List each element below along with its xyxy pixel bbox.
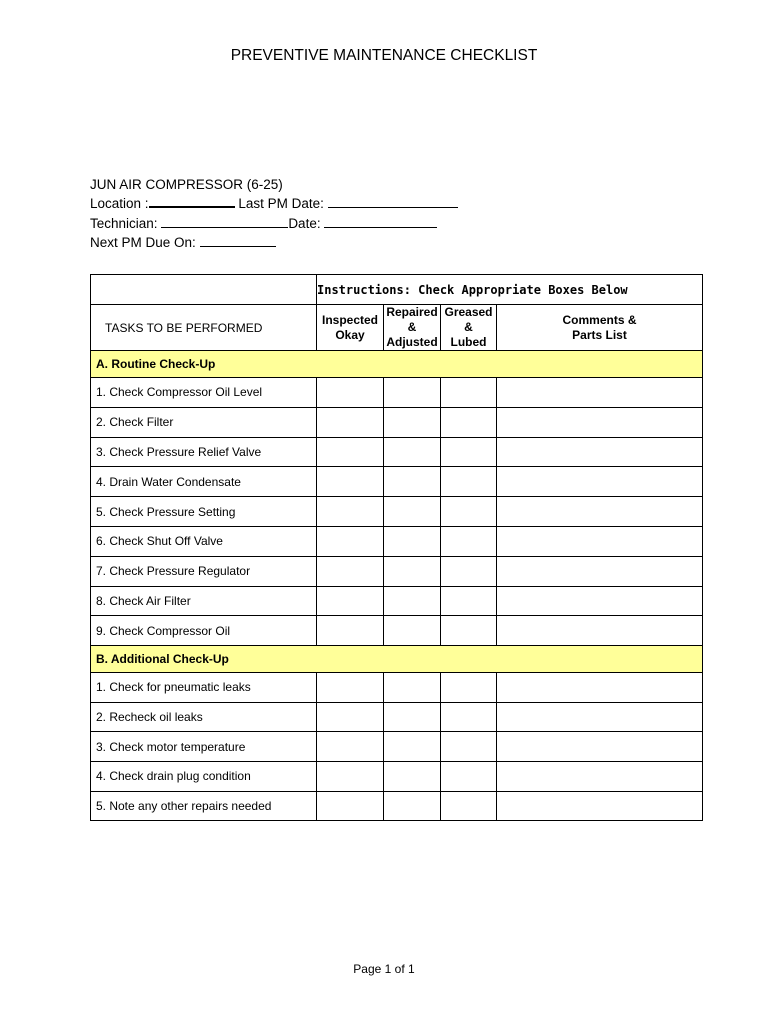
tasks-header: TASKS TO BE PERFORMED [91,305,317,351]
greased-checkbox[interactable] [441,616,497,646]
inspected-checkbox[interactable] [317,437,384,467]
task-label: 5. Check Pressure Setting [91,497,317,527]
repaired-checkbox[interactable] [384,497,441,527]
next-pm-blank[interactable] [200,234,276,247]
task-label: 4. Check drain plug condition [91,761,317,791]
instructions-cell: Instructions: Check Appropriate Boxes Below [317,275,703,305]
repaired-checkbox[interactable] [384,467,441,497]
comments-cell[interactable] [497,586,703,616]
technician-line [90,214,458,233]
table-row [91,616,703,646]
table-row [91,673,703,703]
location-blank[interactable] [149,194,235,208]
greased-lubed-header: Greased & Lubed [441,305,497,351]
repaired-checkbox[interactable] [384,556,441,586]
table-row [91,526,703,556]
next-pm-line [90,233,458,252]
comments-cell[interactable] [497,497,703,527]
inspected-checkbox[interactable] [317,673,384,703]
comments-cell[interactable] [497,761,703,791]
checklist-table [90,274,703,821]
task-label: 3. Check motor temperature [91,732,317,762]
comments-cell[interactable] [497,616,703,646]
comments-parts-header: Comments & Parts List [497,305,703,351]
repaired-checkbox[interactable] [384,526,441,556]
task-label: 1. Check Compressor Oil Level [91,378,317,408]
inspected-checkbox[interactable] [317,556,384,586]
technician-blank[interactable] [161,215,288,228]
comments-cell[interactable] [497,702,703,732]
greased-checkbox[interactable] [441,702,497,732]
table-row [91,407,703,437]
inspected-checkbox[interactable] [317,732,384,762]
repaired-checkbox[interactable] [384,791,441,821]
location-line [90,194,458,213]
repaired-checkbox[interactable] [384,437,441,467]
table-row [91,467,703,497]
equipment-info [90,175,458,252]
task-label: 1. Check for pneumatic leaks [91,673,317,703]
column-header-row [91,305,703,351]
task-label: 8. Check Air Filter [91,586,317,616]
repaired-checkbox[interactable] [384,673,441,703]
greased-checkbox[interactable] [441,437,497,467]
page-number: Page 1 of 1 [353,962,415,976]
comments-cell[interactable] [497,526,703,556]
table-row [91,556,703,586]
section-header-b: B. Additional Check-Up [91,646,703,673]
greased-checkbox[interactable] [441,378,497,408]
inspected-checkbox[interactable] [317,526,384,556]
task-label: 2. Recheck oil leaks [91,702,317,732]
task-label: 6. Check Shut Off Valve [91,526,317,556]
greased-checkbox[interactable] [441,732,497,762]
section-header-a: A. Routine Check-Up [91,351,703,378]
greased-checkbox[interactable] [441,526,497,556]
blank-header-cell [91,275,317,305]
table-row [91,586,703,616]
task-label: 3. Check Pressure Relief Valve [91,437,317,467]
location-label: Location : [90,196,149,212]
date-blank[interactable] [324,215,437,228]
greased-checkbox[interactable] [441,467,497,497]
repaired-checkbox[interactable] [384,378,441,408]
inspected-checkbox[interactable] [317,378,384,408]
repaired-checkbox[interactable] [384,407,441,437]
inspected-checkbox[interactable] [317,616,384,646]
date-label: Date: [288,215,321,231]
repaired-checkbox[interactable] [384,702,441,732]
inspected-checkbox[interactable] [317,702,384,732]
comments-cell[interactable] [497,556,703,586]
inspected-checkbox[interactable] [317,761,384,791]
repaired-adjusted-header: Repaired & Adjusted [384,305,441,351]
last-pm-blank[interactable] [328,195,458,208]
greased-checkbox[interactable] [441,761,497,791]
table-row [91,732,703,762]
instructions-row [91,275,703,305]
repaired-checkbox[interactable] [384,732,441,762]
greased-checkbox[interactable] [441,407,497,437]
inspected-okay-header: Inspected Okay [317,305,384,351]
inspected-checkbox[interactable] [317,791,384,821]
equipment-name: JUN AIR COMPRESSOR (6-25) [90,177,283,192]
table-row [91,761,703,791]
repaired-checkbox[interactable] [384,616,441,646]
task-label: 7. Check Pressure Regulator [91,556,317,586]
comments-cell[interactable] [497,732,703,762]
table-row [91,791,703,821]
comments-cell[interactable] [497,467,703,497]
greased-checkbox[interactable] [441,673,497,703]
table-row [91,437,703,467]
repaired-checkbox[interactable] [384,586,441,616]
task-label: 5. Note any other repairs needed [91,791,317,821]
greased-checkbox[interactable] [441,556,497,586]
comments-cell[interactable] [497,437,703,467]
comments-cell[interactable] [497,378,703,408]
inspected-checkbox[interactable] [317,407,384,437]
greased-checkbox[interactable] [441,586,497,616]
task-label: 9. Check Compressor Oil [91,616,317,646]
comments-cell[interactable] [497,673,703,703]
inspected-checkbox[interactable] [317,586,384,616]
task-label: 4. Drain Water Condensate [91,467,317,497]
repaired-checkbox[interactable] [384,761,441,791]
last-pm-label: Last PM Date: [238,196,324,212]
technician-label: Technician: [90,215,158,231]
greased-checkbox[interactable] [441,497,497,527]
greased-checkbox[interactable] [441,791,497,821]
document-title: PREVENTIVE MAINTENANCE CHECKLIST [230,47,538,64]
inspected-checkbox[interactable] [317,467,384,497]
table-row [91,378,703,408]
inspected-checkbox[interactable] [317,497,384,527]
comments-cell[interactable] [497,791,703,821]
table-row [91,497,703,527]
comments-cell[interactable] [497,407,703,437]
table-row [91,702,703,732]
next-pm-label: Next PM Due On: [90,234,196,250]
task-label: 2. Check Filter [91,407,317,437]
